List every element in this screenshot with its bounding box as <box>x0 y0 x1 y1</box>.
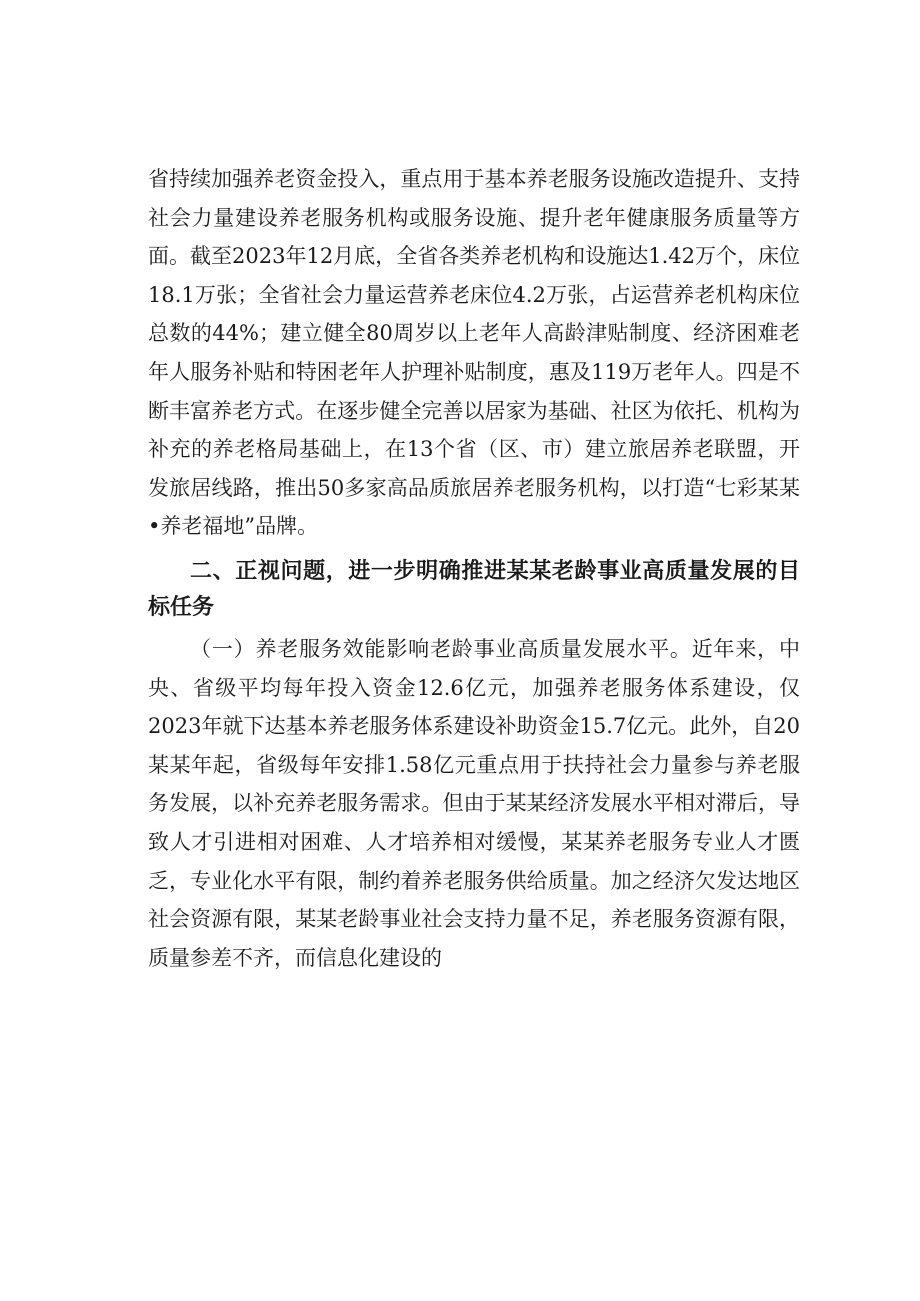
body-paragraph-1: 省持续加强养老资金投入，重点用于基本养老服务设施改造提升、支持社会力量建设养老服务机构或服务设施、提升老年健康服务质量等方面。截至2023年12月底，全省各类养老机构和设施达1.42万个，床位18.1万张；全省社会力量运营养老床位4.2万张，占运营养老机构床位总数的44%；建立健全80周岁以上老年人高龄津贴制度、经济困难老年人服务补贴和特困老年人护理补贴制度，惠及119万老年人。四是不断丰富养老方式。在逐步健全完善以居家为基础、社区为依托、机构为补充的养老格局基础上，在13个省（区、市）建立旅居养老联盟，开发旅居线路，推出50多家高品质旅居养老服务机构，以打造“七彩某某•养老福地”品牌。 <box>148 167 800 539</box>
body-paragraph-2: （一）养老服务效能影响老龄事业高质量发展水平。近年来，中央、省级平均每年投入资金12.6亿元，加强养老服务体系建设，仅2023年就下达基本养老服务体系建设补助资金15.7亿元。此外，自20某某年起，省级每年安排1.58亿元重点用于扶持社会力量参与养老服务发展，以补充养老服务需求。但由于某某经济发展水平相对滞后，导致人才引进相对困难、人才培养相对缓慢，某某养老服务专业人才匮乏，专业化水平有限，制约着养老服务供给质量。加之经济欠发达地区社会资源有限，某某老龄事业社会支持力量不足，养老服务资源有限，质量参差不齐，而信息化建设的 <box>148 636 800 970</box>
section-heading: 二、正视问题，进一步明确推进某某老龄事业高质量发展的目标任务 <box>148 558 800 620</box>
document-body <box>148 160 800 977</box>
